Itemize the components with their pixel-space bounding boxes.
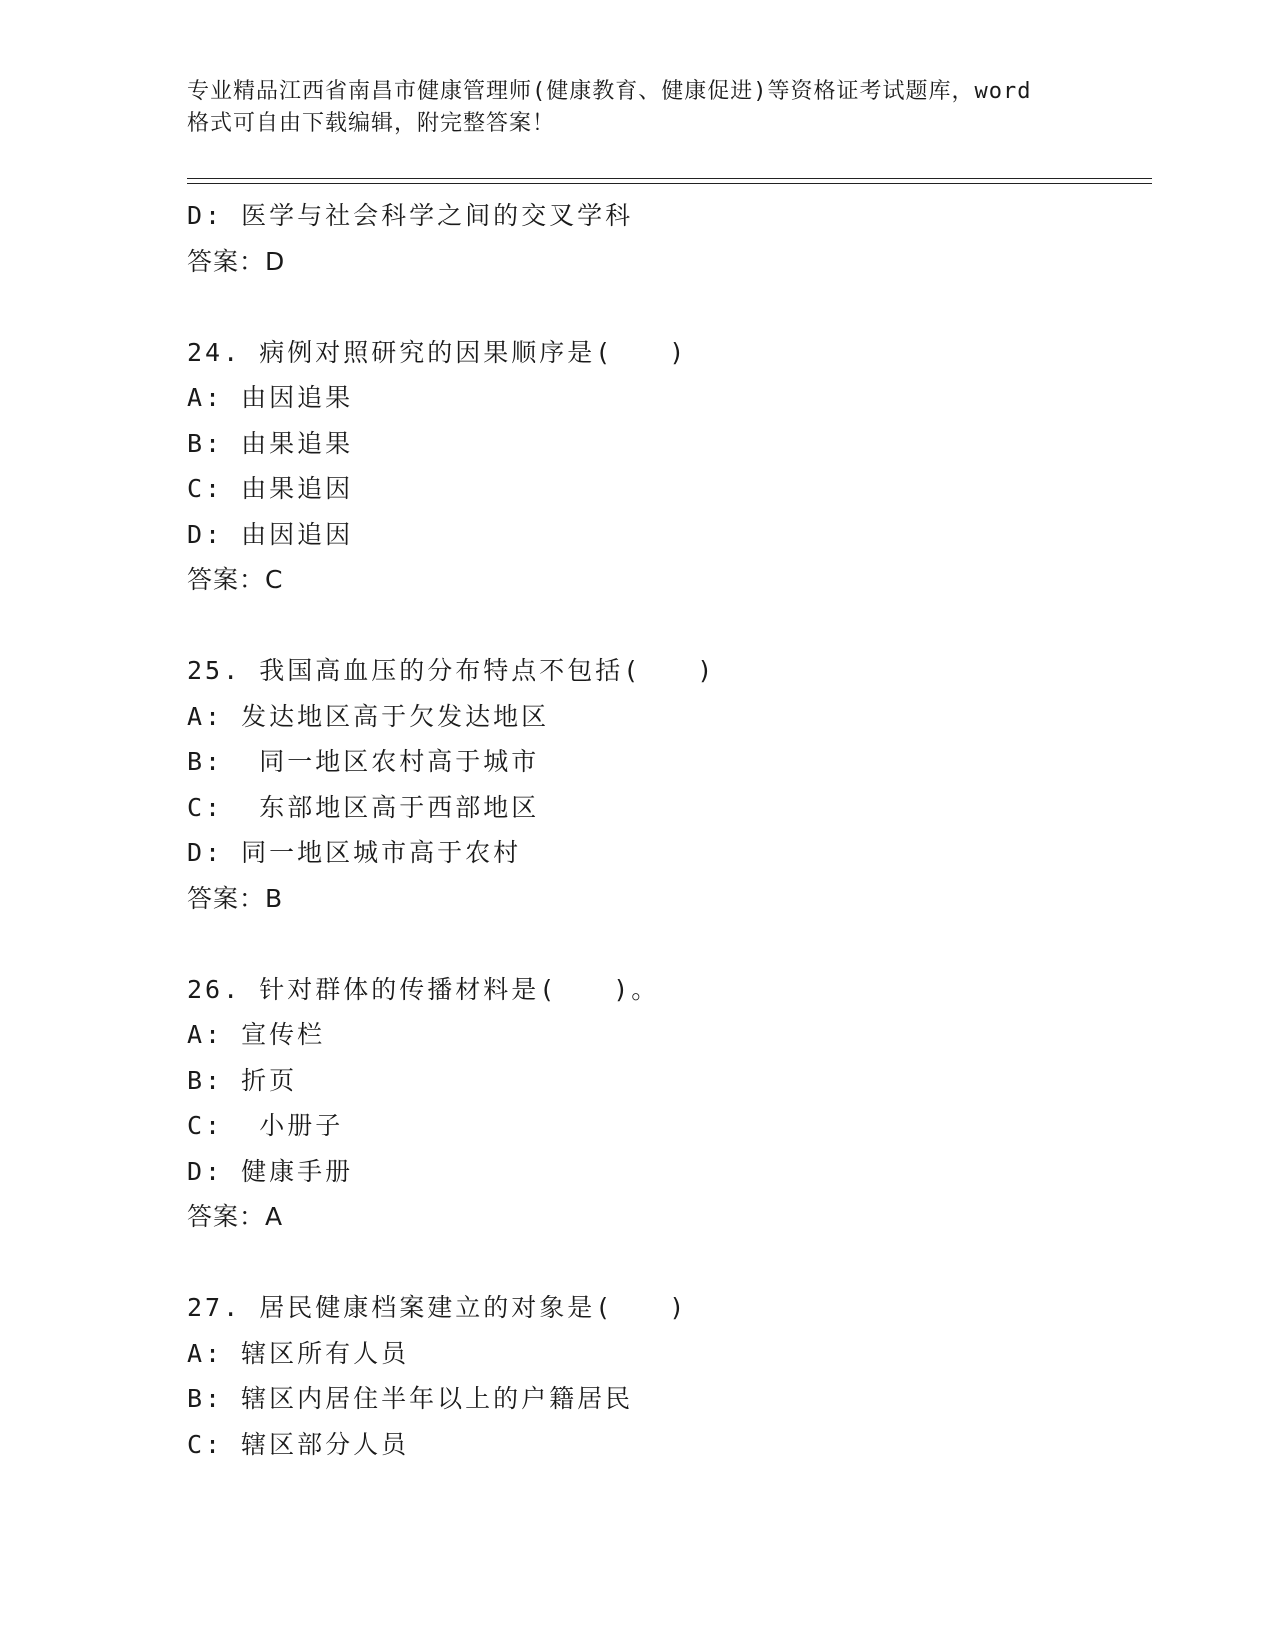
answer: 答案：A	[187, 1202, 284, 1231]
option-b: B: 辖区内居住半年以上的户籍居民	[187, 1384, 634, 1413]
option-c: C: 由果追因	[187, 474, 354, 503]
option-c: C: 辖区部分人员	[187, 1429, 410, 1459]
option-d: D: 健康手册	[187, 1156, 354, 1186]
option-b: B: 由果追果	[187, 428, 354, 458]
question-block-25	[187, 648, 1147, 921]
spacer	[187, 921, 1147, 967]
option-a: A: 宣传栏	[187, 1020, 326, 1049]
option-a: A: 由因追果	[187, 383, 354, 412]
option-d-prev: D: 医学与社会科学之间的交叉学科	[187, 201, 634, 230]
header-line-2: 格式可自由下载编辑，附完整答案！	[187, 111, 556, 136]
option-b: B: 同一地区农村高于城市	[187, 747, 540, 776]
question-list	[187, 193, 1147, 1467]
option-a: A: 辖区所有人员	[187, 1338, 410, 1368]
spacer	[187, 284, 1147, 330]
answer-prev: 答案：D	[187, 246, 286, 276]
header-line-1: 专业精品江西省南昌市健康管理师(健康教育、健康促进)等资格证考试题库，word	[187, 79, 1032, 104]
question-stem: 25. 我国高血压的分布特点不包括( )	[187, 656, 716, 685]
answer: 答案：B	[187, 883, 284, 913]
question-block-24	[187, 330, 1147, 603]
option-a: A: 发达地区高于欠发达地区	[187, 701, 550, 731]
spacer	[187, 1240, 1147, 1286]
question-block-26	[187, 967, 1147, 1240]
option-d: D: 由因追因	[187, 519, 354, 549]
question-stem: 27. 居民健康档案建立的对象是( )	[187, 1293, 688, 1322]
option-c: C: 小册子	[187, 1111, 344, 1140]
header-divider-top	[187, 178, 1152, 179]
spacer	[187, 603, 1147, 649]
question-block-27	[187, 1285, 1147, 1467]
option-c: C: 东部地区高于西部地区	[187, 792, 540, 822]
question-stem: 24. 病例对照研究的因果顺序是( )	[187, 337, 688, 367]
option-d: D: 同一地区城市高于农村	[187, 838, 522, 867]
header-divider-bottom	[187, 183, 1152, 184]
option-b: B: 折页	[187, 1065, 298, 1095]
document-header	[187, 76, 1087, 140]
answer: 答案：C	[187, 565, 284, 594]
question-stem: 26. 针对群体的传播材料是( )。	[187, 974, 660, 1004]
